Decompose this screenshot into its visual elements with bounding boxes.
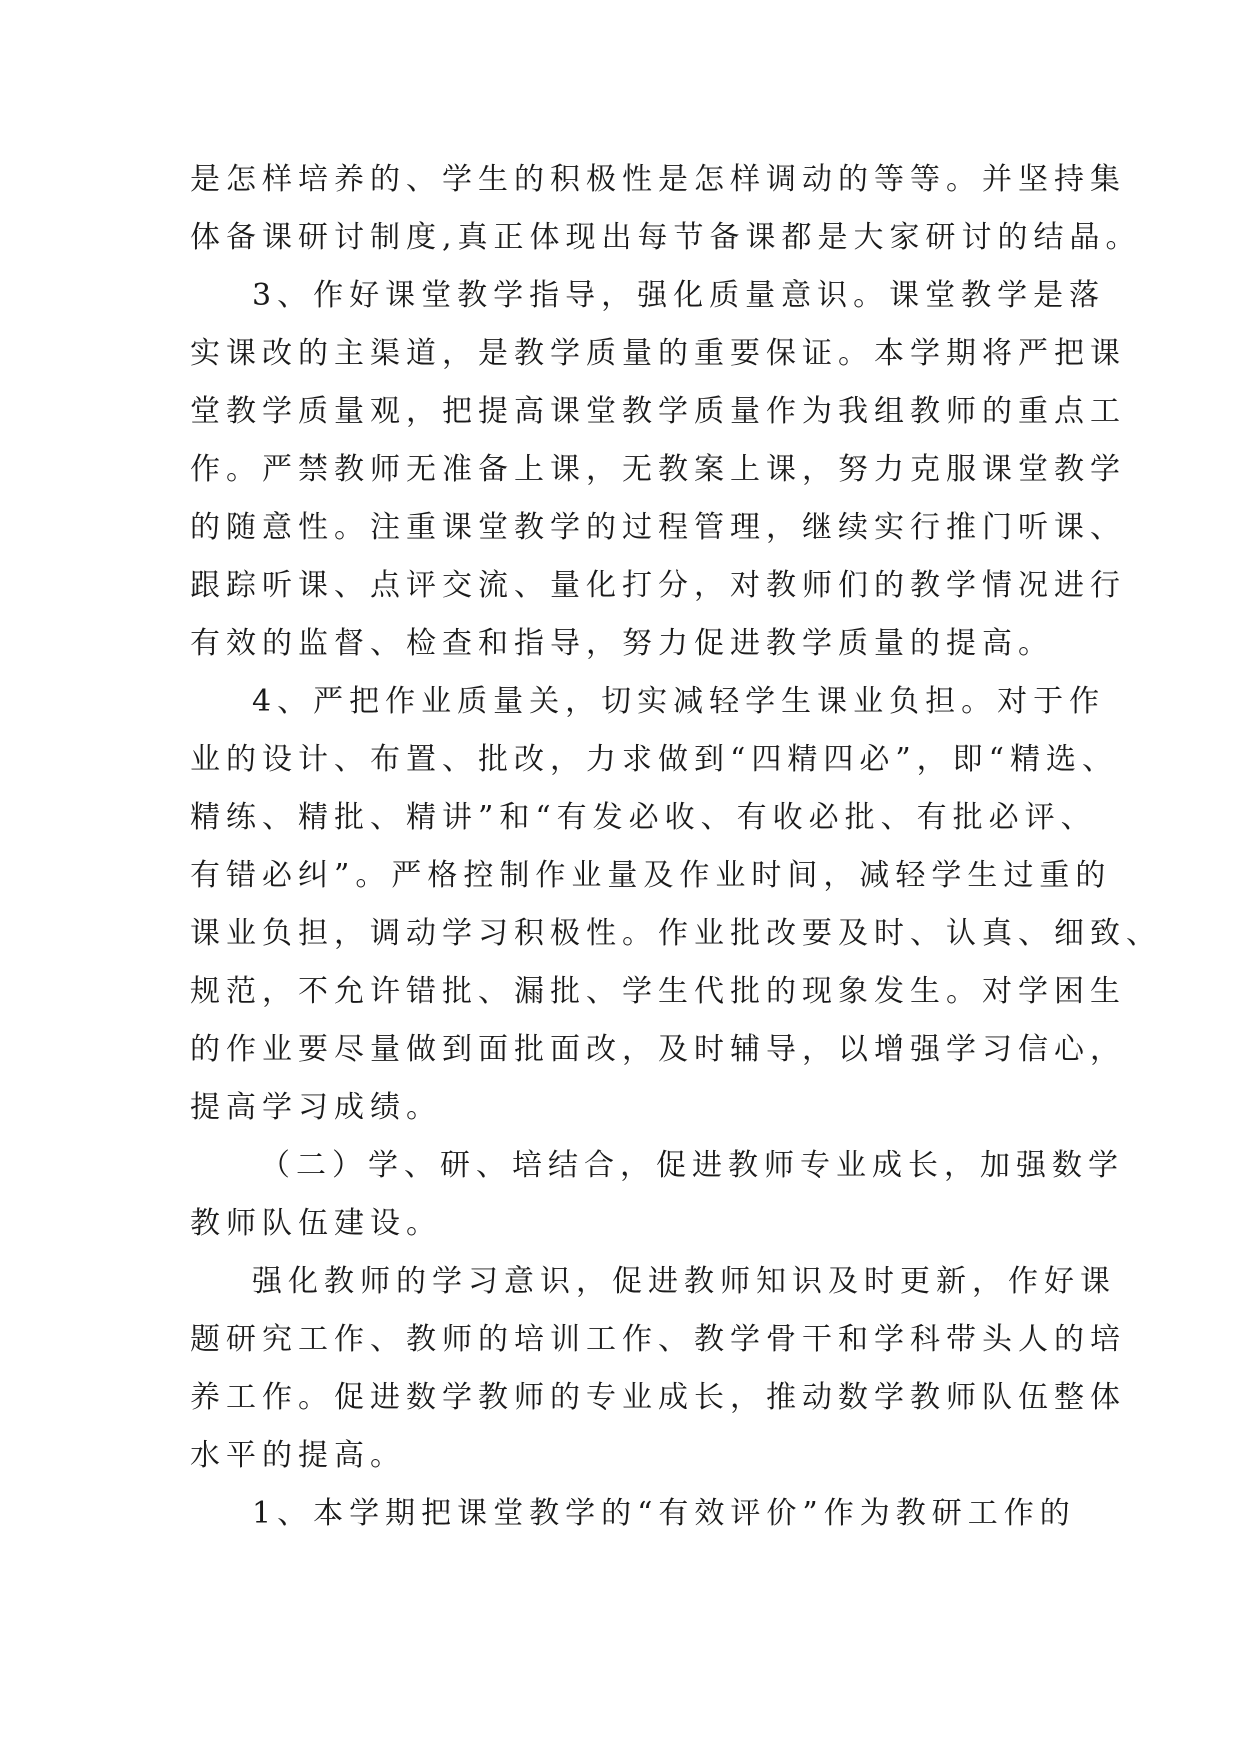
text-line: 养工作。促进数学教师的专业成长，推动数学教师队伍整体: [190, 1380, 1126, 1415]
text-line: 跟踪听课、点评交流、量化打分，对教师们的教学情况进行: [190, 568, 1126, 603]
text-line: 体备课研讨制度,真正体现出每节备课都是大家研讨的结晶。: [190, 220, 1142, 255]
text-line: 精练、精批、精讲”和“有发必收、有收必批、有批必评、: [190, 800, 1097, 835]
text-line: 规范，不允许错批、漏批、学生代批的现象发生。对学困生: [190, 974, 1126, 1009]
text-line: 有错必纠”。严格控制作业量及作业时间，减轻学生过重的: [190, 858, 1112, 893]
text-line: 课业负担，调动学习积极性。作业批改要及时、认真、细致、: [190, 916, 1162, 951]
text-line: 3、作好课堂教学指导，强化质量意识。课堂教学是落: [252, 278, 1106, 313]
text-line: 的随意性。注重课堂教学的过程管理，继续实行推门听课、: [190, 510, 1126, 545]
text-line: 1、本学期把课堂教学的“有效评价”作为教研工作的: [252, 1496, 1076, 1531]
text-line: 业的设计、布置、批改，力求做到“四精四必”，即“精选、: [190, 742, 1119, 777]
text-line: 水平的提高。: [190, 1438, 406, 1473]
text-line: 有效的监督、检查和指导，努力促进教学质量的提高。: [190, 626, 1054, 661]
text-line: 实课改的主渠道，是教学质量的重要保证。本学期将严把课: [190, 336, 1126, 371]
text-line: 提高学习成绩。: [190, 1090, 442, 1125]
text-line: 的作业要尽量做到面批面改，及时辅导，以增强学习信心，: [190, 1032, 1126, 1067]
section-heading: （二）学、研、培结合，促进教师专业成长，加强数学: [260, 1148, 1124, 1183]
text-line: 是怎样培养的、学生的积极性是怎样调动的等等。并坚持集: [190, 162, 1126, 197]
section-heading-continued: 教师队伍建设。: [190, 1206, 442, 1241]
text-line: 强化教师的学习意识，促进教师知识及时更新，作好课: [252, 1264, 1116, 1299]
text-line: 题研究工作、教师的培训工作、教学骨干和学科带头人的培: [190, 1322, 1126, 1357]
text-line: 4、严把作业质量关，切实减轻学生课业负担。对于作: [252, 684, 1106, 719]
text-line: 堂教学质量观，把提高课堂教学质量作为我组教师的重点工: [190, 394, 1126, 429]
text-line: 作。严禁教师无准备上课，无教案上课，努力克服课堂教学: [190, 452, 1126, 487]
